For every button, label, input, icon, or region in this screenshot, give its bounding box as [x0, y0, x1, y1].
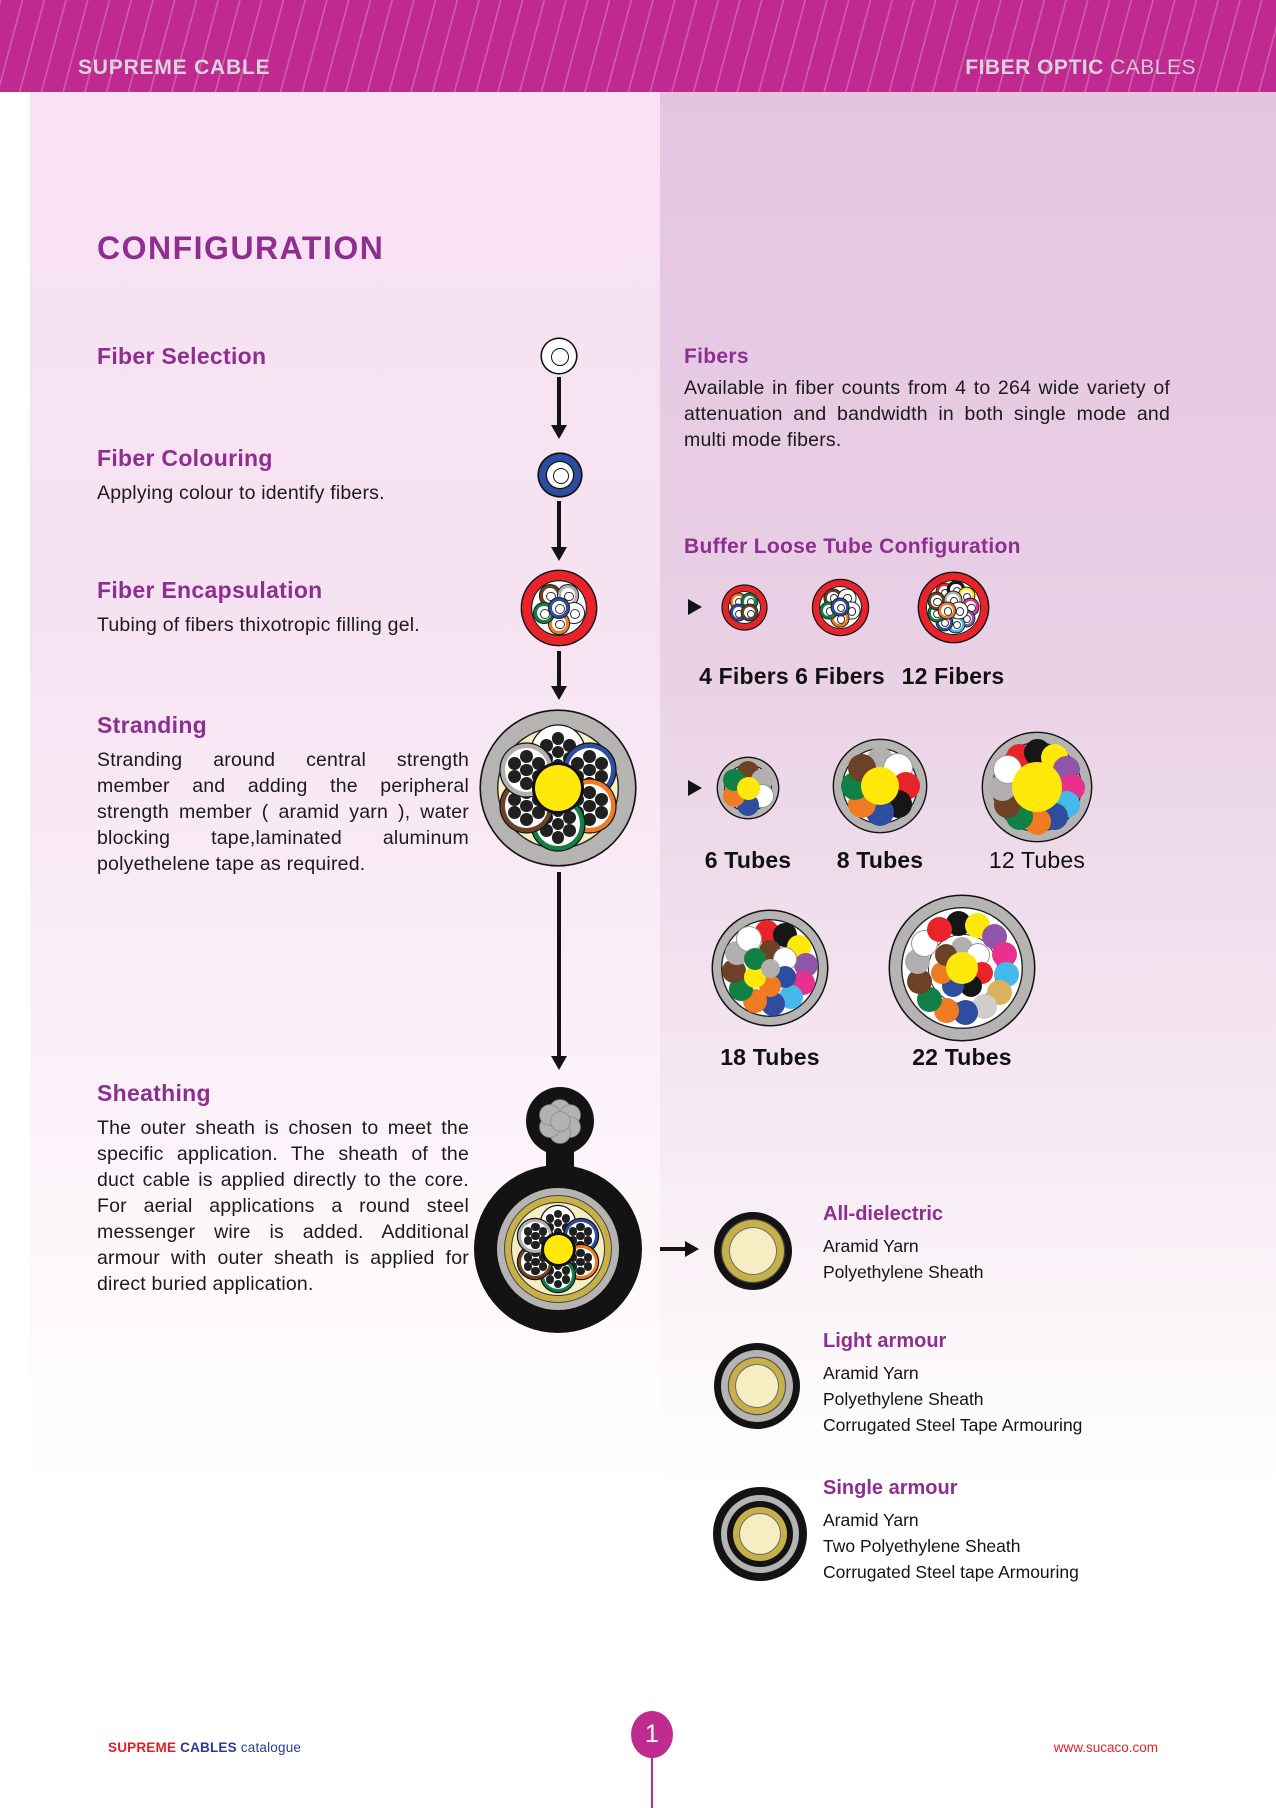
fiber-dot: [941, 605, 952, 616]
fiber-dot: [845, 605, 857, 617]
fiber-strand-dot: [562, 1214, 570, 1222]
fiber-core-outline: [747, 598, 755, 606]
fiber-dot: [834, 613, 846, 625]
fiber-strand-dot: [584, 1227, 592, 1235]
fiber-strand-dot: [531, 1267, 539, 1275]
section-fibers: [684, 345, 1170, 453]
fiber-dot: [561, 588, 575, 602]
fiber-core-outline: [941, 619, 949, 627]
fiber-core-outline: [963, 615, 971, 623]
sheath-layer: Aramid Yarn: [823, 1236, 919, 1256]
fiber-dot: [733, 607, 744, 618]
fiber-core-outline: [967, 604, 975, 612]
fiber-strand-dot: [508, 793, 521, 806]
section-heading: Fiber Colouring: [97, 445, 273, 471]
fiber-dot: [961, 590, 972, 601]
fiber-core-outline: [848, 607, 857, 616]
fiber-strand-dot: [562, 1275, 570, 1283]
footer-brand-blue: CABLES: [176, 1740, 241, 1755]
fiber-strand-dot: [524, 1262, 532, 1270]
flow-arrow-right-icon: [688, 605, 697, 609]
sheath-layer: Aramid Yarn: [823, 1510, 919, 1530]
fiber-strand-dot: [584, 1253, 592, 1261]
fiber-strand-dot: [531, 1241, 539, 1249]
fiber-strand-dot: [583, 813, 596, 826]
coloured-fiber-diagram: [547, 462, 573, 488]
fiber-core-outline: [570, 609, 580, 619]
sheath-type-light-armour: [823, 1330, 1253, 1438]
page-number-badge: 1: [631, 1711, 673, 1758]
section-heading: Buffer Loose Tube Configuration: [684, 535, 1021, 558]
flow-arrow-right-icon: [688, 786, 697, 790]
section-heading: Fiber Selection: [97, 343, 267, 369]
sheath-layer: Aramid Yarn: [823, 1363, 919, 1383]
fiber-dot: [931, 595, 942, 606]
fiber-strand-dot: [540, 824, 553, 837]
section-stranding: [97, 712, 469, 877]
sheath-layer: Polyethylene Sheath: [823, 1389, 984, 1409]
bare-fiber-diagram: [542, 339, 576, 373]
fiber-dot: [953, 605, 964, 616]
fiber-strand-dot: [584, 1262, 592, 1270]
section-buffer-loose-tube: [684, 535, 1176, 565]
footer-brand: [108, 1740, 301, 1755]
footer-divider-line: [651, 1756, 653, 1808]
fiber-count-label: 12 Fibers: [901, 663, 1005, 689]
fiber-strand-dot: [520, 813, 533, 826]
fiber-strand-dot: [524, 1227, 532, 1235]
fiber-core-outline: [950, 597, 958, 605]
tubes8-diagram: [842, 748, 918, 824]
header-product-bold: FIBER OPTIC: [965, 56, 1104, 79]
fiber-strand-dot: [569, 1227, 577, 1235]
fiber-strand-dot: [552, 831, 565, 844]
page-title: CONFIGURATION: [97, 230, 385, 266]
flow-arrow-down-icon: [557, 872, 561, 1065]
fiber-core-outline: [555, 620, 565, 630]
fiber-dot: [939, 617, 950, 628]
fiber-strand-dot: [583, 750, 596, 763]
fiber-strand-dot: [562, 1266, 570, 1274]
center-dot: [761, 959, 780, 978]
fiber-core-outline: [843, 594, 852, 603]
fiber-dot: [552, 616, 566, 630]
sheath-layer: Two Polyethylene Sheath: [823, 1536, 1021, 1556]
fiber-strand-dot: [571, 757, 584, 770]
fiber-strand-dot: [508, 757, 521, 770]
fiber-strand-dot: [520, 777, 533, 790]
section-fiber-encapsulation: [97, 577, 469, 638]
cable-core: [512, 1203, 604, 1295]
fiber-strand-dot: [563, 811, 576, 824]
fiber-core-outline: [551, 348, 569, 366]
fiber-strand-dot: [532, 806, 545, 819]
section-sheathing: [97, 1080, 469, 1297]
all-dielectric-diagram: [729, 1227, 777, 1275]
fiber-dot: [834, 601, 846, 613]
sheath-type-heading: All-dielectric: [823, 1203, 944, 1225]
fibers6-diagram: [819, 586, 862, 629]
fiber-core-outline: [735, 598, 743, 606]
fiber-core-outline: [837, 604, 846, 613]
fiber-strand-dot: [540, 739, 553, 752]
flow-arrow-down-icon: [557, 501, 561, 556]
stranding-diagram: [497, 727, 619, 849]
tube-count-label: 6 Tubes: [704, 847, 792, 873]
fiber-core-outline: [735, 610, 743, 618]
fiber-core-outline: [564, 592, 574, 602]
fiber-core-outline: [956, 607, 964, 615]
fiber-core-outline: [553, 468, 569, 484]
fiber-strand-dot: [532, 757, 545, 770]
fiber-strand-dot: [576, 1267, 584, 1275]
sheath-type-heading: Light armour: [823, 1330, 947, 1352]
strength-member: [535, 765, 581, 811]
fiber-dot: [537, 606, 551, 620]
footer-brand-red: SUPREME: [108, 1740, 177, 1755]
fiber-strand-dot: [583, 800, 596, 813]
section-body: Tubing of fibers thixotropic filling gel.: [97, 614, 420, 636]
fiber-strand-dot: [563, 739, 576, 752]
section-body: The outer sheath is chosen to meet the specific application. The sheath of the duct cable is applied directly to the core. For aerial applications a round steel messenger wire is added. Additional armour with outer sheath is applied for direct buried application.: [97, 1117, 469, 1295]
section-body: Applying colour to identify fibers.: [97, 482, 385, 504]
fiber-strand-dot: [554, 1219, 562, 1227]
fiber-strand-dot: [554, 1210, 562, 1218]
fiber-strand-dot: [554, 1271, 562, 1279]
section-fiber-selection: [97, 343, 469, 378]
fiber-strand-dot: [595, 757, 608, 770]
fiber-core-outline: [933, 598, 941, 606]
fiber-core-outline: [953, 621, 961, 629]
fiber-core-outline: [555, 604, 565, 614]
fibers12-diagram: [926, 580, 981, 635]
fiber-core-outline: [747, 610, 755, 618]
section-heading: Sheathing: [97, 1080, 211, 1106]
footer-brand-suffix: catalogue: [240, 1740, 302, 1755]
header-product-light: CABLES: [1103, 56, 1196, 79]
fiber-core-outline: [944, 607, 952, 615]
fiber-strand-dot: [539, 1262, 547, 1270]
center-strength-member: [861, 767, 899, 805]
tube-count-label: 18 Tubes: [720, 1044, 820, 1070]
center-strength-member: [1012, 762, 1062, 812]
fiber-strand-dot: [546, 1275, 554, 1283]
brand-logo: SUPREME CABLE: [78, 56, 271, 79]
flow-arrow-down-icon: [557, 377, 561, 434]
flow-arrow-down-icon: [557, 651, 561, 695]
fiber-strand-dot: [524, 1253, 532, 1261]
footer-website-link[interactable]: www.sucaco.com: [1053, 1740, 1158, 1755]
sheath-type-all-dielectric: [823, 1203, 1253, 1285]
tube-count-label: 22 Tubes: [912, 1044, 1012, 1070]
tube-dot: [927, 917, 952, 942]
tube-dot: [737, 927, 761, 951]
flow-arrow-right-icon: [660, 1247, 694, 1251]
fiber-core-outline: [837, 615, 846, 624]
fiber-strand-dot: [563, 824, 576, 837]
single-armour-diagram: [739, 1513, 781, 1555]
center-strength-member: [737, 777, 760, 800]
section-heading: Stranding: [97, 712, 208, 738]
tubes18-diagram: [721, 919, 819, 1017]
fiber-strand-dot: [539, 1227, 547, 1235]
fiber-dot: [567, 606, 581, 620]
messenger-strand: [551, 1112, 570, 1131]
messenger-strand-flower: [539, 1100, 581, 1142]
tube-count-label: 12 Tubes: [988, 847, 1086, 873]
section-body: Stranding around central strength member and adding the peripheral strength member ( aramid yarn ), water blocking tape,laminated aluminum polyethelene tape as required.: [97, 749, 469, 875]
strength-member: [544, 1235, 573, 1264]
sheath-type-single-armour: [823, 1477, 1253, 1585]
light-armour-diagram: [735, 1364, 779, 1408]
fiber-core-outline: [963, 593, 971, 601]
fiber-count-label: 4 Fibers: [699, 663, 789, 689]
fiber-dot: [965, 601, 976, 612]
fiber-dot: [947, 594, 958, 605]
fiber-core-outline: [546, 592, 556, 602]
fiber-dot: [733, 596, 744, 607]
fiber-count-label: 6 Fibers: [795, 663, 885, 689]
center-dot: [946, 952, 978, 984]
fiber-core-outline: [826, 607, 835, 616]
fiber-core-outline: [540, 609, 550, 619]
section-fiber-colouring: [97, 445, 469, 506]
fiber-strand-dot: [524, 1236, 532, 1244]
encapsulated-fibers-diagram: [531, 580, 587, 636]
fiber-strand-dot: [554, 1280, 562, 1288]
fiber-strand-dot: [595, 806, 608, 819]
sheath-layer: Corrugated Steel tape Armouring: [823, 1562, 1079, 1582]
tubes12-diagram: [992, 742, 1082, 832]
fiber-strand-dot: [584, 1236, 592, 1244]
tube-count-label: 8 Tubes: [836, 847, 924, 873]
fiber-dot: [552, 601, 566, 615]
fiber-strand-dot: [583, 764, 596, 777]
tubes6-diagram: [724, 764, 772, 812]
sheath-layer: Corrugated Steel Tape Armouring: [823, 1415, 1083, 1435]
fiber-dot: [950, 619, 961, 630]
fiber-strand-dot: [583, 786, 596, 799]
tubes22-diagram: [901, 907, 1023, 1029]
fiber-dot: [744, 596, 755, 607]
fiber-dot: [543, 588, 557, 602]
sheath-layer: Polyethylene Sheath: [823, 1262, 984, 1282]
sheath-type-heading: Single armour: [823, 1477, 958, 1499]
fiber-dot: [744, 607, 755, 618]
fiber-strand-dot: [595, 770, 608, 783]
fiber-strand-dot: [595, 793, 608, 806]
section-heading: Fibers: [684, 345, 749, 368]
section-heading: Fiber Encapsulation: [97, 577, 323, 603]
fibers4-diagram: [728, 591, 761, 624]
section-body: Available in fiber counts from 4 to 264 wide variety of attenuation and bandwidth in both single mode and multi mode fibers.: [684, 377, 1170, 451]
